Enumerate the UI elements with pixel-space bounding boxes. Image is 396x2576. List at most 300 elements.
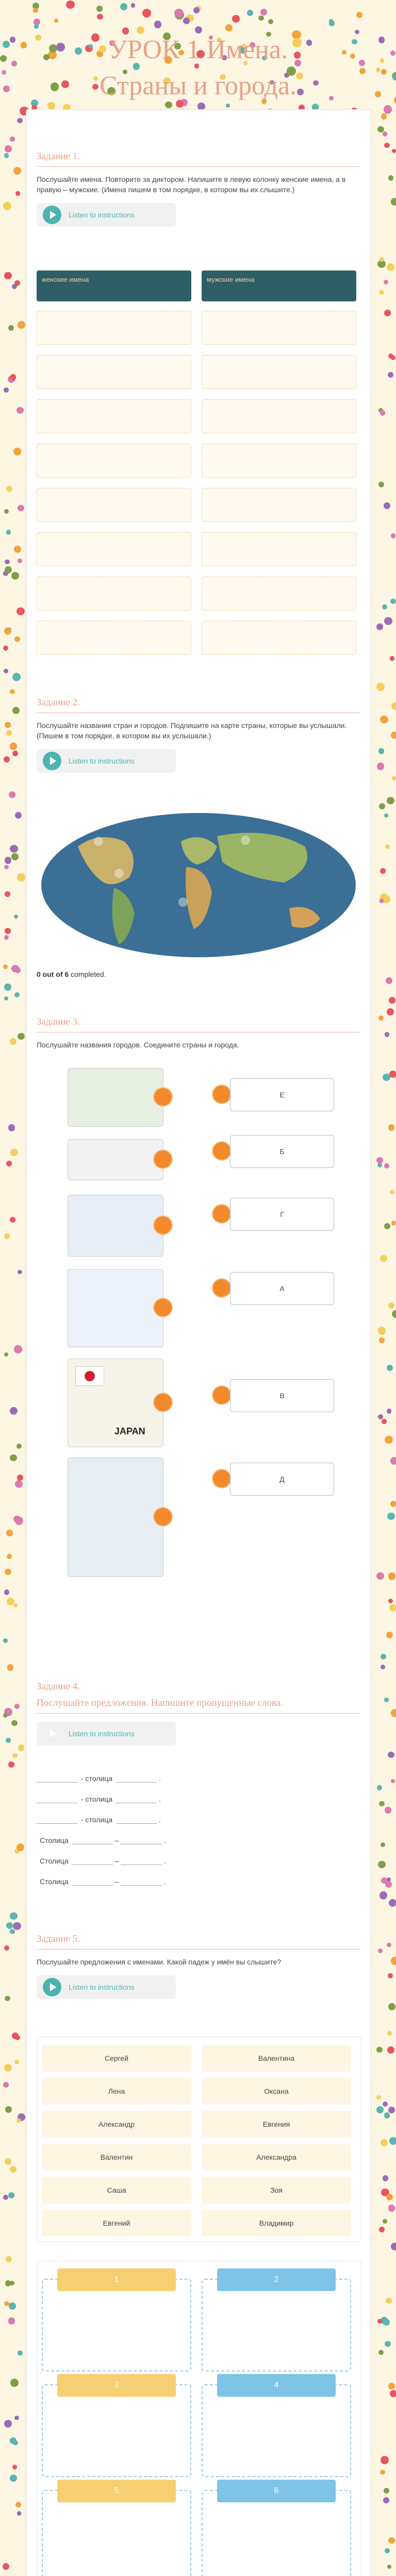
- decorative-dot: [4, 2420, 12, 2428]
- decorative-dot: [4, 153, 9, 158]
- decorative-dot: [2, 70, 6, 75]
- flag-circle: [85, 1371, 95, 1381]
- decorative-dot: [381, 69, 387, 75]
- drop-zone[interactable]: [42, 2490, 191, 2576]
- decorative-dot: [5, 857, 11, 863]
- gap-input[interactable]: [72, 1856, 113, 1865]
- decorative-dot: [4, 272, 12, 280]
- decorative-dot: [388, 2383, 395, 2390]
- period: .: [157, 1816, 161, 1824]
- decorative-dot: [392, 149, 396, 153]
- decorative-dot: [388, 2205, 395, 2212]
- decorative-dot: [6, 1161, 11, 1166]
- decorative-dot: [3, 1638, 8, 1643]
- country-map-thumbnail: [68, 1195, 163, 1257]
- decorative-dot: [381, 1842, 385, 1847]
- decorative-dot: [258, 15, 263, 21]
- decorative-dot: [383, 2497, 390, 2504]
- decorative-dot: [17, 1475, 23, 1481]
- decorative-dot: [142, 9, 151, 18]
- answer-option[interactable]: Д: [230, 1463, 334, 1496]
- answer-option[interactable]: Г: [230, 1198, 334, 1231]
- decorative-dot: [3, 2082, 9, 2088]
- gap-input[interactable]: [121, 1836, 162, 1844]
- decorative-dot: [376, 2095, 381, 2099]
- task-1: [37, 151, 360, 227]
- decorative-dot: [376, 683, 385, 691]
- decorative-dot: [7, 1554, 12, 1560]
- decorative-dot: [385, 844, 390, 849]
- decorative-dot: [10, 1038, 16, 1045]
- decorative-dot: [391, 1957, 396, 1965]
- decorative-dot: [384, 280, 388, 284]
- decorative-dot: [3, 646, 8, 651]
- gap-input[interactable]: [37, 1774, 78, 1783]
- fill-in-line: [37, 1815, 243, 1824]
- decorative-dot: [388, 1124, 394, 1130]
- decorative-dot: [376, 1572, 384, 1580]
- decorative-dot: [382, 1419, 387, 1424]
- decorative-dot: [11, 1720, 17, 1726]
- decorative-dot: [380, 1255, 387, 1262]
- gap-input[interactable]: [72, 1836, 113, 1844]
- decorative-dot: [5, 1569, 11, 1575]
- decorative-dot: [391, 702, 396, 710]
- decorative-dot: [387, 2031, 392, 2036]
- task-2-title: Задание 2.: [37, 697, 360, 713]
- decorative-dot: [6, 2256, 12, 2262]
- female-name-field[interactable]: [37, 355, 191, 389]
- decorative-dot: [14, 914, 18, 919]
- decorative-dot: [391, 1779, 395, 1783]
- left-connector-dot[interactable]: [154, 1088, 172, 1106]
- line-text: Столица: [40, 1877, 69, 1886]
- male-name-field[interactable]: [202, 355, 356, 389]
- gap-input[interactable]: [121, 1856, 162, 1865]
- right-connector-dot[interactable]: [213, 1205, 230, 1223]
- decorative-dot: [329, 20, 335, 26]
- decorative-dot: [10, 1929, 15, 1934]
- left-connector-dot[interactable]: [154, 1394, 172, 1411]
- decorative-dot: [15, 191, 20, 195]
- decorative-dot: [384, 105, 392, 114]
- gap-input[interactable]: [37, 1794, 78, 1803]
- decorative-dot: [384, 310, 391, 316]
- decorative-dot: [14, 1704, 20, 1709]
- answer-option[interactable]: А: [230, 1272, 334, 1305]
- decorative-dot: [378, 1861, 386, 1869]
- decorative-dot: [12, 2465, 17, 2469]
- decorative-dot: [9, 2302, 16, 2310]
- decorative-dot: [3, 41, 10, 48]
- decorative-dot: [13, 1603, 18, 1607]
- decorative-dot: [378, 748, 385, 754]
- decorative-dot: [384, 2112, 390, 2118]
- worksheet-card: [26, 109, 371, 2576]
- decorative-dot: [4, 2301, 9, 2307]
- task-4-subtitle: Послушайте предложения. Напишите пропущенные слова.: [37, 1697, 360, 1714]
- period: .: [157, 1795, 161, 1803]
- decorative-dot: [12, 284, 17, 289]
- decorative-dot: [386, 1632, 393, 1638]
- decorative-dot: [380, 899, 384, 903]
- decorative-dot: [380, 410, 385, 415]
- decorative-dot: [376, 623, 383, 630]
- female-name-field[interactable]: [37, 577, 191, 611]
- period: .: [162, 1857, 166, 1865]
- task-5-instruction: Послушайте предложения с именами. Какой падеж у имён вы слышите?: [37, 1958, 282, 1966]
- country-map-thumbnail: [68, 1359, 163, 1447]
- fill-in-line: [37, 1877, 243, 1886]
- decorative-dot: [13, 167, 21, 175]
- task-4: [37, 1681, 360, 1745]
- decorative-dot: [18, 1270, 22, 1274]
- drop-zone[interactable]: [42, 2384, 191, 2477]
- right-connector-dot[interactable]: [213, 1142, 230, 1160]
- decorative-dot: [390, 1501, 396, 1507]
- draggable-name[interactable]: Валентин: [42, 2144, 191, 2171]
- decorative-dot: [391, 533, 395, 538]
- decorative-dot: [4, 509, 9, 514]
- decorative-dot: [376, 67, 381, 72]
- decorative-dot: [183, 18, 190, 24]
- gap-input[interactable]: [121, 1877, 162, 1886]
- decorative-dot: [388, 1572, 395, 1580]
- decorative-dot: [376, 2047, 382, 2053]
- task-2-instruction: Послушайте названия стран и городов. Подпишите на карте страны, которые вы услышали. (Пишем в том порядке, в котором вы их услышали.): [37, 721, 347, 740]
- task-3: [37, 1016, 360, 1050]
- male-name-field[interactable]: [202, 488, 356, 522]
- line-text: - столица: [81, 1795, 113, 1803]
- decorative-dot: [385, 2341, 391, 2347]
- decorative-dot: [380, 1891, 387, 1899]
- decorative-dot: [8, 1124, 15, 1131]
- left-connector-dot[interactable]: [154, 1508, 172, 1526]
- decorative-dot: [17, 118, 23, 124]
- decorative-dot: [11, 853, 19, 860]
- decorative-dot: [34, 24, 39, 28]
- male-name-field[interactable]: [202, 577, 356, 611]
- decorative-dot: [386, 2298, 391, 2303]
- japan-label: JAPAN: [114, 1426, 145, 1436]
- decorative-dot: [391, 1709, 396, 1717]
- decorative-dot: [120, 3, 127, 10]
- decorative-dot: [391, 2243, 396, 2250]
- decorative-dot: [377, 762, 385, 770]
- decorative-dot: [3, 202, 11, 210]
- country-map-thumbnail: [68, 1269, 163, 1347]
- decorative-dot: [384, 1223, 390, 1229]
- decorative-dot: [388, 1752, 394, 1758]
- decorative-dot: [5, 891, 10, 897]
- line-text: Столица: [40, 1857, 69, 1865]
- fill-in-line: [37, 1794, 243, 1803]
- decorative-dot: [390, 1190, 394, 1195]
- decorative-dot: [10, 742, 17, 750]
- country-map-thumbnail: [68, 1068, 163, 1127]
- decorative-dot: [15, 812, 22, 819]
- male-name-field[interactable]: [202, 311, 356, 345]
- decorative-dot: [6, 486, 12, 492]
- audio-button-5[interactable]: [37, 1975, 176, 1999]
- decorative-dot: [13, 448, 21, 455]
- draggable-name[interactable]: Валентина: [202, 2045, 351, 2072]
- decorative-dot: [14, 636, 20, 642]
- audio-button-2[interactable]: [37, 749, 176, 773]
- answer-option[interactable]: Б: [230, 1135, 334, 1168]
- decorative-dot: [383, 2175, 388, 2181]
- decorative-dot: [5, 2106, 12, 2113]
- draggable-name[interactable]: Евгений: [42, 2210, 191, 2236]
- decorative-dot: [10, 137, 14, 141]
- decorative-dot: [12, 751, 19, 757]
- column-header-female: женские имена: [37, 270, 191, 301]
- play-icon: [43, 206, 61, 224]
- decorative-dot: [380, 257, 385, 262]
- decorative-dot: [387, 2565, 391, 2569]
- audio-button-1[interactable]: [37, 203, 176, 227]
- drop-zone[interactable]: [202, 2490, 351, 2576]
- decorative-dot: [18, 2350, 23, 2355]
- decorative-dot: [9, 791, 15, 798]
- draggable-name[interactable]: Лена: [42, 2078, 191, 2105]
- decorative-dot: [4, 865, 9, 870]
- gap-input[interactable]: [116, 1794, 157, 1803]
- draggable-name[interactable]: Владимир: [202, 2210, 351, 2236]
- decorative-dot: [96, 6, 103, 12]
- decorative-dot: [391, 198, 396, 206]
- right-connector-dot[interactable]: [213, 1470, 230, 1487]
- decorative-dot: [8, 2317, 15, 2325]
- drop-zone[interactable]: [42, 2279, 191, 2371]
- female-name-field[interactable]: [37, 399, 191, 433]
- decorative-dot: [54, 19, 58, 23]
- decorative-dot: [18, 1033, 25, 1040]
- female-name-field[interactable]: [37, 621, 191, 655]
- decorative-dot: [379, 290, 384, 295]
- draggable-name[interactable]: Александра: [202, 2144, 351, 2171]
- decorative-dot: [10, 1454, 16, 1461]
- decorative-dot: [6, 1530, 13, 1536]
- decorative-dot: [33, 8, 38, 13]
- decorative-dot: [5, 928, 11, 934]
- progress-rest: completed.: [71, 970, 106, 978]
- decorative-dot: [390, 656, 394, 660]
- decorative-dot: [4, 984, 11, 991]
- decorative-dot: [388, 2003, 395, 2010]
- decorative-dot: [389, 1604, 396, 1612]
- drop-zone[interactable]: [202, 2279, 351, 2371]
- decorative-dot: [10, 2166, 16, 2173]
- answer-option[interactable]: Е: [230, 1078, 334, 1111]
- dash: –: [112, 1836, 121, 1844]
- answer-option[interactable]: В: [230, 1379, 334, 1412]
- gap-input[interactable]: [116, 1815, 157, 1824]
- draggable-name[interactable]: Оксана: [202, 2078, 351, 2105]
- decorative-dot: [388, 1599, 393, 1603]
- decorative-dot: [385, 1032, 390, 1037]
- progress-count: 0 out of 6: [37, 970, 69, 978]
- decorative-dot: [4, 756, 10, 762]
- decorative-dot: [375, 91, 381, 97]
- decorative-dot: [378, 1327, 386, 1334]
- left-connector-dot[interactable]: [154, 1299, 172, 1316]
- decorative-dot: [381, 1877, 387, 1884]
- decorative-dot: [392, 1310, 396, 1318]
- left-connector-dot[interactable]: [154, 1150, 172, 1168]
- decorative-dot: [18, 1744, 25, 1751]
- female-name-field[interactable]: [37, 444, 191, 478]
- task-1-title: Задание 1.: [37, 151, 360, 167]
- decorative-dot: [16, 2119, 21, 2123]
- decorative-dot: [381, 2456, 389, 2464]
- decorative-dot: [380, 2470, 385, 2475]
- draggable-name[interactable]: Евгения: [202, 2111, 351, 2138]
- decorative-dot: [392, 776, 396, 780]
- decorative-dot: [12, 1753, 18, 1758]
- decorative-dot: [16, 1444, 22, 1449]
- decorative-dot: [378, 482, 384, 487]
- draggable-name[interactable]: Сергей: [42, 2045, 191, 2072]
- decorative-dot: [3, 2563, 9, 2570]
- decorative-dot: [3, 86, 10, 92]
- decorative-dot: [154, 21, 162, 28]
- right-connector-dot[interactable]: [213, 1086, 230, 1103]
- left-connector-dot[interactable]: [154, 1216, 172, 1234]
- male-name-field[interactable]: [202, 621, 356, 655]
- line-text: - столица: [81, 1816, 113, 1824]
- decorative-dot: [387, 1365, 393, 1371]
- draggable-name[interactable]: Александр: [42, 2111, 191, 2138]
- decorative-dot: [389, 997, 395, 1004]
- female-name-field[interactable]: [37, 532, 191, 566]
- dash: –: [112, 1857, 121, 1865]
- fill-in-line: [37, 1836, 243, 1844]
- male-name-field[interactable]: [202, 532, 356, 566]
- decorative-dot: [378, 1948, 383, 1953]
- decorative-dot: [4, 669, 8, 673]
- line-text: - столица: [81, 1774, 113, 1783]
- right-connector-dot[interactable]: [213, 1279, 230, 1297]
- decorative-dot: [379, 1801, 384, 1806]
- decorative-dot: [387, 2046, 394, 2054]
- decorative-dot: [12, 707, 20, 714]
- decorative-dot: [18, 558, 22, 563]
- decorative-dot: [6, 1738, 11, 1743]
- page-title: [21, 32, 375, 108]
- decorative-dot: [387, 1943, 391, 1947]
- decorative-dot: [6, 530, 11, 534]
- female-name-field[interactable]: [37, 311, 191, 345]
- decorative-dot: [383, 2219, 387, 2224]
- title-line-1: УРОК 1 Имена.: [108, 35, 288, 64]
- decorative-dot: [380, 868, 386, 874]
- drop-zone-label: 4: [217, 2374, 336, 2397]
- decorative-dot: [387, 1877, 391, 1882]
- decorative-dot: [377, 1785, 382, 1790]
- decorative-dot: [10, 1149, 18, 1156]
- draggable-name[interactable]: Зоя: [202, 2177, 351, 2204]
- world-map[interactable]: [37, 810, 360, 960]
- decorative-dot: [391, 732, 396, 739]
- country-map-thumbnail: [68, 1458, 163, 1577]
- decorative-dot: [380, 58, 384, 62]
- decorative-dot: [390, 1457, 396, 1465]
- decorative-dot: [381, 113, 387, 120]
- decorative-dot: [6, 730, 12, 736]
- decorative-dot: [17, 873, 25, 881]
- decorative-dot: [392, 75, 396, 80]
- decorative-dot: [5, 566, 12, 573]
- audio-label: Listen to instructions: [69, 1983, 135, 1991]
- drop-zone-label: 1: [57, 2268, 176, 2291]
- decorative-dot: [384, 143, 390, 148]
- audio-button-4[interactable]: [37, 1722, 176, 1745]
- gap-input[interactable]: [72, 1877, 113, 1886]
- decorative-dot: [225, 24, 233, 31]
- decorative-dot: [14, 2060, 19, 2064]
- decorative-dot: [4, 935, 9, 940]
- draggable-name[interactable]: Саша: [42, 2177, 191, 2204]
- decorative-dot: [4, 1233, 10, 1239]
- decorative-dot: [13, 1516, 21, 1523]
- fill-in-line: [37, 1856, 243, 1865]
- dash: –: [112, 1877, 121, 1886]
- male-name-field[interactable]: [202, 444, 356, 478]
- decorative-dot: [5, 2280, 11, 2286]
- decorative-dot: [3, 2195, 8, 2200]
- decorative-dot: [389, 1899, 396, 1907]
- decorative-dot: [5, 722, 11, 728]
- gap-input[interactable]: [116, 1774, 157, 1783]
- female-name-field[interactable]: [37, 488, 191, 522]
- decorative-dot: [383, 2102, 388, 2107]
- decorative-dot: [131, 3, 136, 8]
- drop-zone-label: 6: [217, 2480, 336, 2502]
- decorative-dot: [388, 2537, 395, 2544]
- decorative-dot: [390, 2390, 396, 2397]
- decorative-dot: [7, 1664, 13, 1670]
- decorative-dot: [4, 387, 8, 392]
- decorative-dot: [5, 560, 10, 565]
- task-5: [37, 1934, 360, 1999]
- drop-zone[interactable]: [202, 2384, 351, 2477]
- decorative-dot: [387, 1409, 391, 1413]
- decorative-dot: [356, 12, 362, 18]
- decorative-dot: [384, 1698, 389, 1702]
- gap-input[interactable]: [37, 1815, 78, 1824]
- decorative-dot: [10, 845, 18, 853]
- right-connector-dot[interactable]: [213, 1386, 230, 1404]
- play-icon: [43, 752, 61, 770]
- decorative-dot: [5, 1996, 10, 2002]
- decorative-dot: [66, 1, 74, 9]
- decorative-dot: [376, 2106, 384, 2113]
- decorative-dot: [387, 1513, 395, 1520]
- decorative-dot: [14, 546, 21, 553]
- decorative-dot: [385, 1807, 391, 1813]
- decorative-dot: [388, 1302, 394, 1309]
- decorative-dot: [389, 1071, 396, 1078]
- drop-zone-label: 2: [217, 2268, 336, 2291]
- decorative-dot: [15, 2502, 21, 2507]
- task-2: [37, 697, 360, 773]
- decorative-dot: [10, 374, 16, 380]
- decorative-dot: [12, 673, 21, 681]
- decorative-dot: [8, 2192, 14, 2198]
- decorative-dot: [11, 61, 17, 66]
- male-name-field[interactable]: [202, 399, 356, 433]
